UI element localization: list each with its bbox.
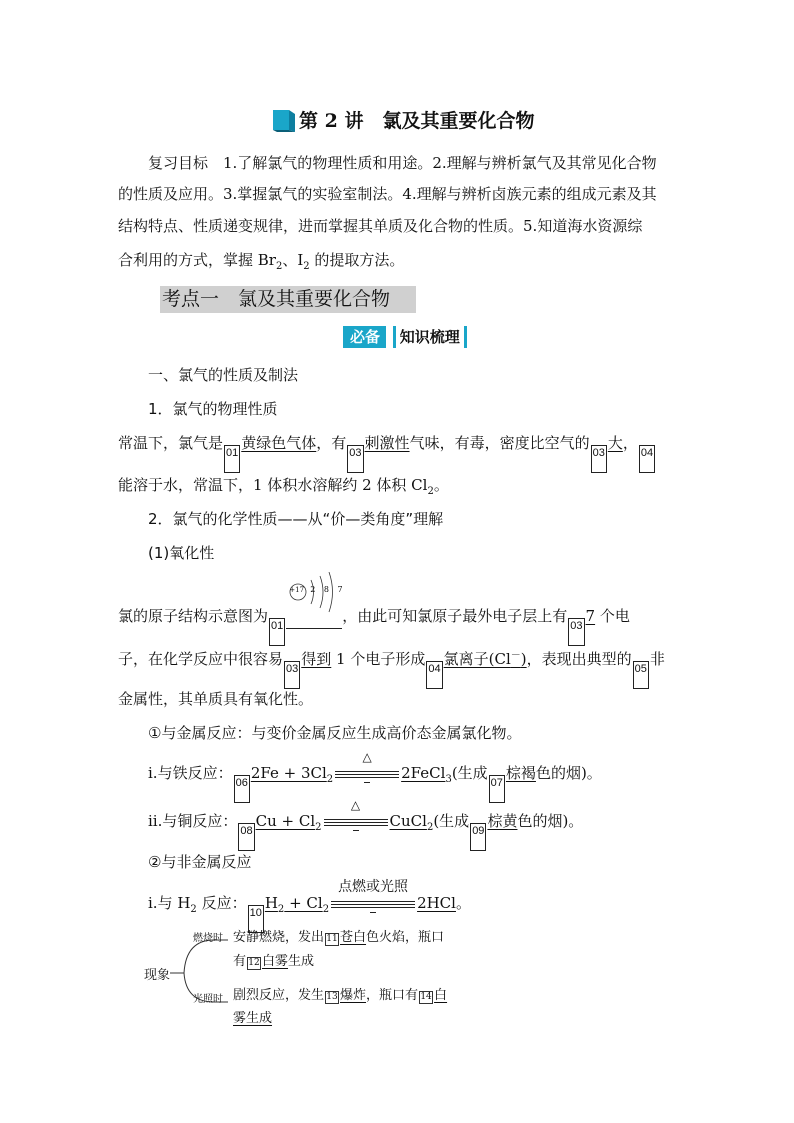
copper-reaction: ⅱ.与铜反应：$08Cu + Cl_2$ △ CuCl$_2$(生成09棕黄色的烟)。	[148, 808, 583, 851]
atom-structure-diagram: +17 2 8 7	[286, 602, 342, 629]
page-title: 第 2 讲 氯及其重要化合物	[271, 106, 534, 133]
objectives-line-3: 结构特点、性质递变规律，进而掌握其单质及化合物的性质。5.知道海水资源综	[118, 217, 643, 235]
knowledge-badge	[343, 326, 467, 350]
badge-right: 知识梳理	[393, 326, 467, 348]
phenomenon-label: 现象	[144, 968, 171, 983]
book-icon	[271, 108, 297, 132]
iron-reaction: ⅰ.与铁反应：$062Fe + 3Cl_2$ △ 2FeCl$_3$(生成07棕褐色的烟)。	[148, 760, 602, 803]
blank-number: 04	[426, 661, 442, 689]
blank-number: 10	[248, 905, 264, 933]
blank-number: 07	[489, 775, 505, 803]
burn-line-2: 有 12 白雾生成	[233, 954, 315, 969]
atom-line-1: 氯的原子结构示意图为01 +17 2 8 7 ，由此可知氯原子最外电子层上有037 个电	[118, 602, 630, 646]
burn-label: 燃烧时	[193, 933, 223, 944]
objectives-line-1: 复习目标 1.了解氯气的物理性质和用途。2.理解与辨析氯气及其常见化合物	[148, 154, 657, 172]
blank-number: 01	[224, 445, 240, 473]
blank-number: 06	[234, 775, 250, 803]
blank-number: 03	[284, 661, 300, 689]
blank-number: 05	[633, 661, 649, 689]
blank-number: 08	[238, 823, 254, 851]
sub-1-heading: 1．氯气的物理性质	[148, 400, 278, 418]
badge-left: 必备	[343, 326, 386, 348]
blank-number: 03	[591, 445, 607, 473]
light-line-2: 雾生成	[233, 1011, 273, 1026]
section-banner: 考点一 氯及其重要化合物	[160, 286, 416, 313]
nonmetal-heading: ②与非金属反应	[148, 853, 252, 871]
objectives-line-2: 的性质及应用。3.掌握氯气的实验室制法。4.理解与辨析卤族元素的组成元素及其	[118, 185, 657, 203]
light-label: 光照时	[193, 994, 223, 1005]
ignite-or-light-condition: 点燃或光照	[331, 890, 415, 912]
burn-line-1: 安静燃烧，发出 11 苍白色火焰，瓶口	[233, 930, 445, 945]
light-line-1: 剧烈反应，发生 13 爆炸，瓶口有 14 白	[233, 988, 448, 1003]
physical-line-2: 能溶于水，常温下，1 体积水溶解约 2 体积 $Cl_2$。	[118, 476, 449, 497]
hydrogen-reaction: ⅰ.与 $H_2$ 反应：$10H_2 + Cl_2$ 点燃或光照 2HCl。	[148, 890, 471, 933]
blank-number: 01	[269, 618, 285, 646]
objectives-line-4: 合利用的方式，掌握 $Br_2$、$I_2$ 的提取方法。	[118, 251, 405, 272]
blank-number: 03	[568, 618, 584, 646]
blank-number: 03	[347, 445, 363, 473]
heat-condition: △	[324, 808, 388, 830]
oxidation-heading: (1)氧化性	[148, 544, 215, 562]
metal-heading: ①与金属反应：与变价金属反应生成高价态金属氯化物。	[148, 724, 522, 742]
section-1-heading: 一、氯气的性质及制法	[148, 366, 299, 384]
atom-line-2: 子，在化学反应中很容易03得到 1 个电子形成04氯离子(Cl－)，表现出典型的05非	[118, 646, 665, 689]
blank-number: 04	[639, 445, 655, 473]
sub-2-heading: 2．氯气的化学性质——从“价—类角度”理解	[148, 510, 444, 528]
atom-line-3: 金属性，其单质具有氧化性。	[118, 690, 314, 708]
physical-line-1: 常温下，氯气是01黄绿色气体，有03刺激性气味，有毒，密度比空气的03大，04	[118, 432, 656, 473]
heat-condition: △	[335, 760, 399, 782]
blank-number: 09	[470, 823, 486, 851]
